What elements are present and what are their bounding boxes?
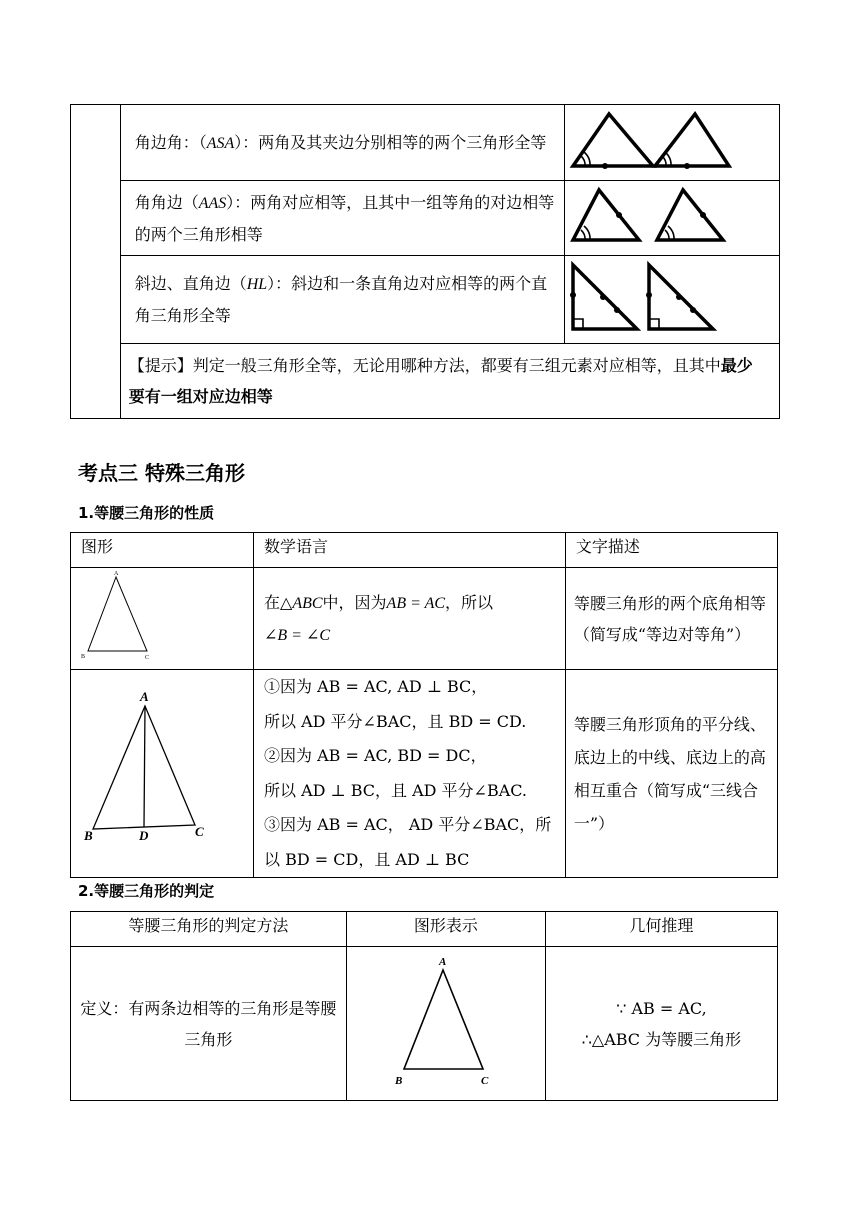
row1-math-cell [254, 568, 566, 670]
header-reasoning: 几何推理 [545, 912, 777, 947]
reasoning-line-2: ∴△ABC 为等腰三角形 [581, 1029, 742, 1049]
header-figure: 图形 [71, 533, 254, 568]
row2-line-2: 所以 AD 平分∠BAC，且 BD = CD. [264, 711, 527, 731]
sub1-title: 1.等腰三角形的性质 [78, 504, 215, 522]
row2-math-cell [254, 670, 566, 878]
isosceles-triangle-with-median-figure [71, 671, 253, 877]
label-a: A [438, 955, 447, 968]
row1-figure-cell [71, 568, 254, 670]
row1-lang-e: ，所以 [445, 592, 494, 612]
tip-prefix: 【提示】判定一般三角形全等，无论用哪种方法，都要有三组元素对应相等，且其中 [128, 356, 721, 375]
asa-figure-cell [564, 105, 779, 181]
row2-line-3: ②因为 AB = AC, BD = DC， [264, 746, 487, 765]
label-b: B [84, 827, 93, 843]
congruence-table [70, 104, 780, 419]
asa-cell [120, 105, 564, 181]
row1-desc-cell: 等腰三角形的两个底角相等（简写成“等边对等角”） [565, 568, 777, 670]
label-d: D [139, 827, 149, 843]
hl-lead: 斜边、直角边（ [134, 274, 247, 293]
row2-desc-cell: 等腰三角形顶角的平分线、底边上的中线、底边上的高相互重合（简写成“三线合一”） [565, 670, 777, 878]
isosceles-triangle-small-figure [71, 569, 253, 669]
header-method: 等腰三角形的判定方法 [71, 912, 347, 947]
row1-lang-c: 中，因为 [322, 592, 387, 612]
sub2-title: 2.等腰三角形的判定 [78, 882, 215, 900]
row2-line-5: ③因为 AB = AC， AD 平分∠BAC，所 [264, 815, 552, 834]
tip-cell [120, 344, 779, 419]
hl-rest: ）：斜边和一条直角边对应相等的两个直角三角形全等 [134, 274, 548, 325]
isosceles-triangle-figure [347, 948, 545, 1100]
isosceles-determination-table [70, 911, 778, 1101]
asa-rest: ）：两角及其夹边分别相等的两个三角形全等 [234, 132, 547, 152]
reasoning-line-1: ∵ AB = AC, [616, 998, 707, 1018]
figure-cell [346, 947, 545, 1101]
aas-cell [120, 181, 564, 256]
row1-lang-a: 在△ [264, 592, 293, 612]
header-figure: 图形表示 [346, 912, 545, 947]
asa-lead: 角边角：（ [134, 132, 207, 152]
header-text-description: 文字描述 [565, 533, 777, 568]
asa-code: ASA [206, 134, 235, 152]
isosceles-properties-table [70, 532, 778, 878]
hl-cell [120, 256, 564, 344]
aas-rest: ）：两角对应相等，且其中一组等角的对边相等的两个三角形相等 [134, 192, 555, 244]
aas-figure-cell [564, 181, 779, 256]
asa-triangles-figure [565, 106, 779, 180]
header-math-language: 数学语言 [254, 533, 566, 568]
label-c: C [195, 823, 204, 839]
empty-left-cell [71, 105, 121, 419]
label-b: B [394, 1074, 403, 1087]
label-a: A [114, 570, 119, 577]
label-b: B [81, 653, 86, 660]
row2-line-6: 以 BD = CD，且 AD ⊥ BC [264, 849, 470, 869]
aas-triangles-figure [565, 182, 779, 255]
hl-code: HL [246, 276, 268, 293]
row2-figure-cell [71, 670, 254, 878]
row1-lang-d: AB = AC [386, 594, 446, 612]
row2-line-1: ①因为 AB = AC, AD ⊥ BC， [264, 677, 488, 696]
tip-bold: 最少要有一组对应边相等 [128, 356, 753, 406]
section-title: 考点三 特殊三角形 [78, 461, 245, 485]
label-c: C [145, 654, 150, 661]
aas-code: AAS [198, 194, 227, 212]
hl-triangles-figure [565, 257, 779, 343]
row2-line-4: 所以 AD ⊥ BC，且 AD 平分∠BAC. [264, 780, 528, 800]
reasoning-cell [545, 947, 777, 1101]
hl-figure-cell [564, 256, 779, 344]
aas-lead: 角角边（ [134, 192, 199, 212]
row1-lang-f: ∠B = ∠C [264, 626, 331, 644]
row1-lang-b: ABC [292, 594, 323, 612]
label-c: C [480, 1074, 489, 1087]
method-cell: 定义：有两条边相等的三角形是等腰三角形 [71, 947, 347, 1101]
label-a: A [140, 688, 149, 704]
